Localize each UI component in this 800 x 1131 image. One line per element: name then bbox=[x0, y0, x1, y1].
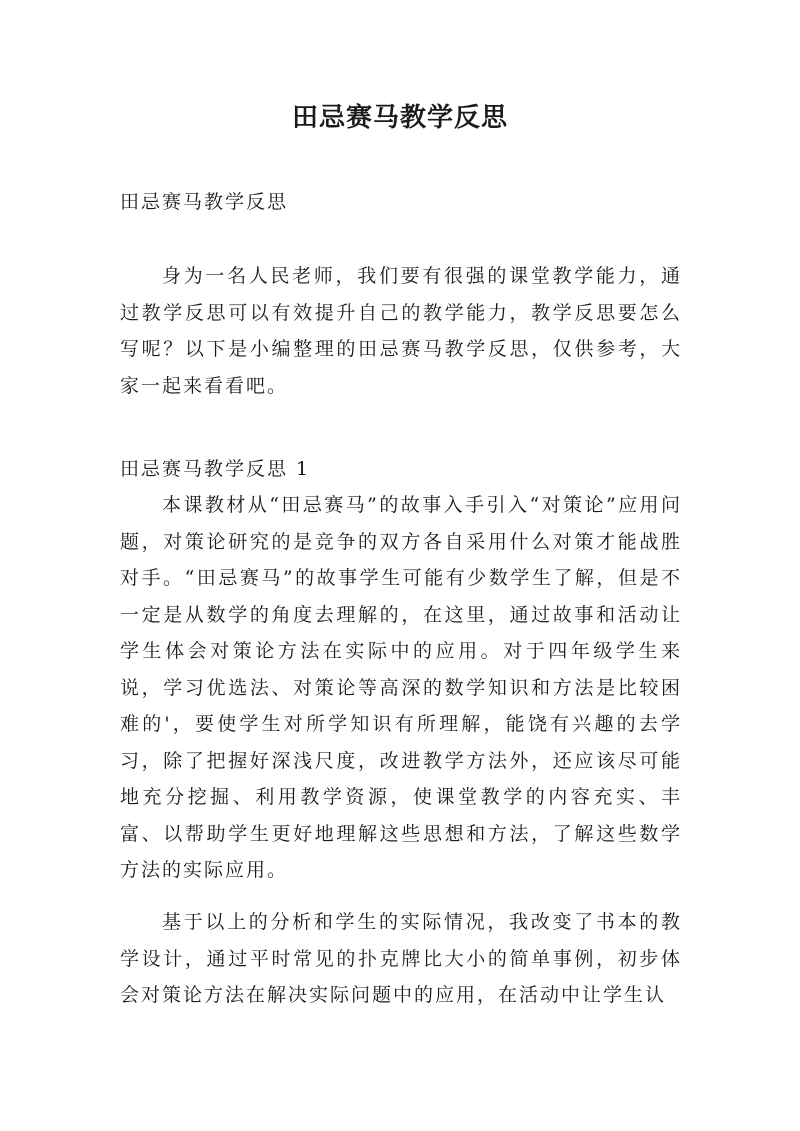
section-heading: 田忌赛马教学反思 1 bbox=[120, 458, 311, 480]
body-paragraph-2: 基于以上的分析和学生的实际情况，我改变了书本的教学设计，通过平时常见的扑克牌比大小的简单事例，初步体会对策论方法在解决实际问题中的应用，在活动中让学生认 bbox=[120, 911, 682, 1006]
document-title: 田忌赛马教学反思 bbox=[291, 103, 508, 133]
body-paragraph-1: 本课教材从“田忌赛马”的故事入手引入“对策论”应用问题，对策论研究的是竞争的双方各自采用什么对策才能战胜对手。“田忌赛马”的故事学生可能有少数学生了解，但是不一定是从数学的角度去理解的，在这里，通过故事和活动让学生体会对策论方法在实际中的应用。对于四年级学生来说，学习优选法、对策论等高深的数学知识和方法是比较困难的'，要使学生对所学知识有所理解，能饶有兴趣的去学习，除了把握好深浅尺度，改进教学方法外，还应该尽可能地充分挖掘、利用教学资源，使课堂教学的内容充实、丰富、以帮助学生更好地理解这些思想和方法，了解这些数学方法的实际应用。 bbox=[120, 494, 682, 881]
document-subtitle: 田忌赛马教学反思 bbox=[120, 191, 289, 213]
intro-paragraph: 身为一名人民老师，我们要有很强的课堂教学能力，通过教学反思可以有效提升自己的教学能力，教学反思要怎么写呢？以下是小编整理的田忌赛马教学反思，仅供参考，大家一起来看看吧。 bbox=[120, 265, 682, 397]
